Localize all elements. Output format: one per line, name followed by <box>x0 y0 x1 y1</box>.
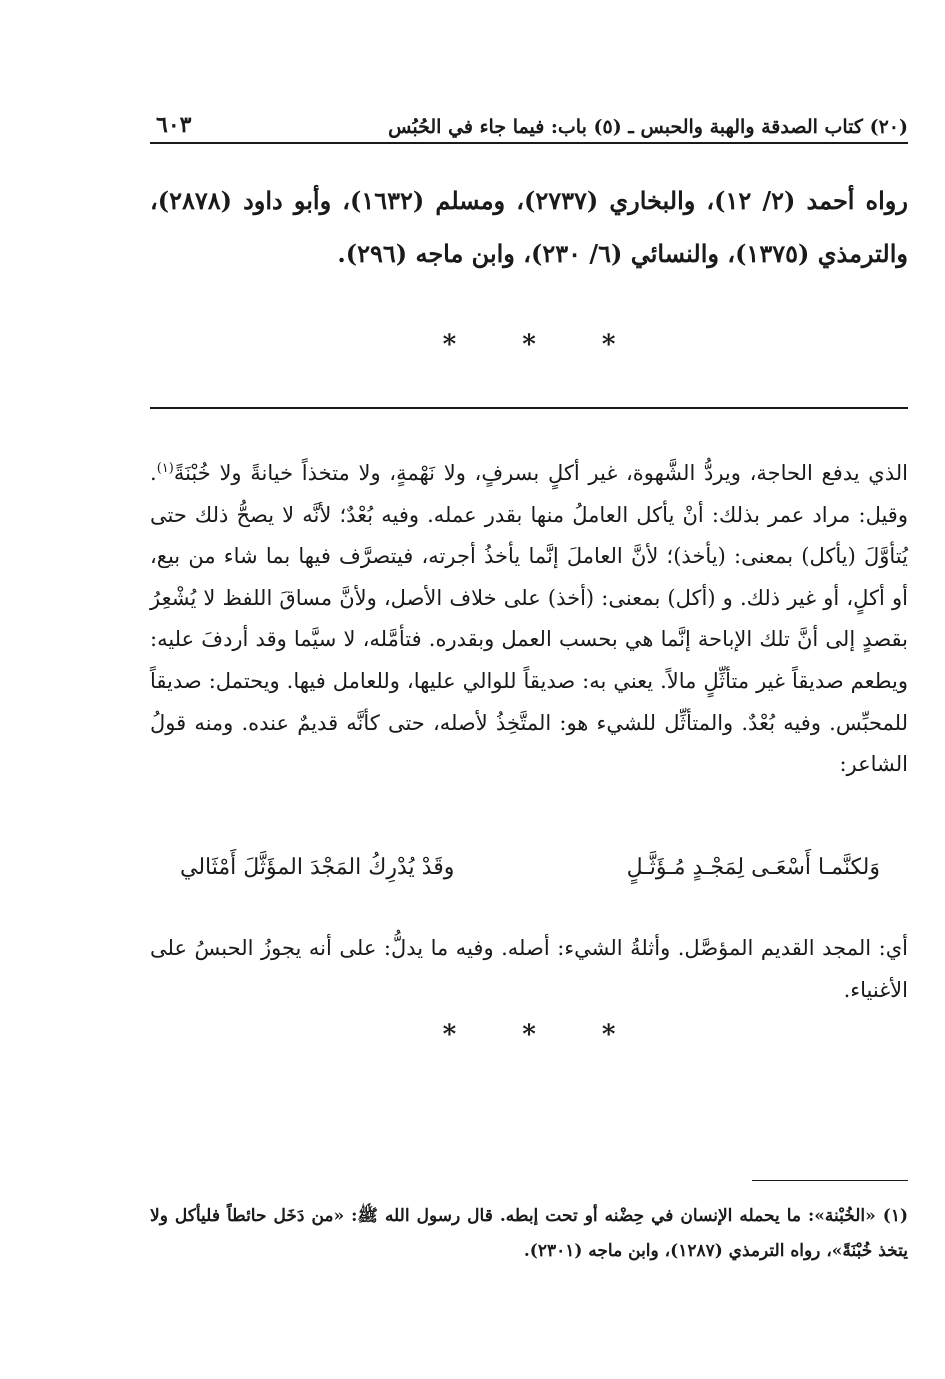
footnote-number: (١) <box>882 1206 909 1226</box>
poetry-verse <box>180 855 880 880</box>
footnote-text: «الخُبْنة»: ما يحمله الإنسان في حِضْنه أو تحت إبطه. قال رسول الله ﷺ: «من دَخَل حائطاً فليأكل ولا يتخذ خُبْنَةً»، رواه الترمذي (١٢٨٧)، وابن ماجه (٢٣٠١). <box>150 1206 908 1261</box>
commentary-paragraph <box>150 448 908 786</box>
running-title: (٢٠) كتاب الصدقة والهبة والحبس ـ (٥) باب: فيما جاء في الحُبُس <box>388 116 908 138</box>
star-ornament: * <box>522 330 536 360</box>
footnote <box>150 1199 908 1269</box>
footnote-reference[interactable]: (١) <box>156 461 174 476</box>
verse-first-hemistich: وَلكنَّمـا أَسْعَـى لِمَجْـدٍ مُـؤَثَّـلٍ <box>626 855 880 880</box>
commentary-text-rest: . وقيل: مراد عمر بذلك: أنْ يأكل العاملُ منها بقدر عمله. وفيه بُعْدٌ؛ لأنَّه لا يصحُّ ذلك حتى يُتأوَّلَ (يأكل) بمعنى: (يأخذ)؛ لأنَّ العاملَ إنَّما يأخذُ أجرته، فيتصرَّف فيها بما شاء من بيع، أو أكلٍ، أو غير ذلك. و (أكل) بمعنى: (أخذ) على خلاف الأصل، ولأنَّ مساقَ اللفظ لا يُشْعِرُ بقصدٍ إلى أنَّ تلك الإباحة إنَّما هي بحسب العمل وبقدره. فتأمَّله، لا سيَّما وقد أردفَ عليه: ويطعم صديقاً غير متأثِّلٍ مالاً. يعني به: صديقاً للوالي عليها، وللعامل فيها. ويحتمل: صديقاً للمحبِّس. وفيه بُعْدٌ. والمتأثِّل للشيء هو: المتَّخِذُ لأصله، حتى كأنَّه قديمٌ عنده. ومنه قولُ الشاعر: <box>150 461 908 777</box>
page-header <box>150 104 908 144</box>
hadith-references: رواه أحمد (٢/ ١٢)، والبخاري (٢٧٣٧)، ومسلم (١٦٣٢)، وأبو داود (٢٨٧٨)، والترمذي (١٣٧٥)، والنسائي (٦/ ٢٣٠)، وابن ماجه (٢٩٦). <box>150 186 908 268</box>
verse-second-hemistich: وقَدْ يُدْرِكُ المَجْدَ المؤَثَّلَ أَمْثَالي <box>180 855 455 880</box>
star-ornament: * <box>601 330 616 360</box>
commentary-text-start: الذي يدفع الحاجة، ويردُّ الشَّهوة، غير أكلٍ بسرفٍ، ولا نَهْمةٍ، ولا متخذاً خيانةً ولا خُبْنَةً <box>173 461 908 485</box>
section-divider-stars <box>150 330 908 360</box>
footnote-rule <box>752 1180 908 1181</box>
star-ornament: * <box>442 1020 457 1050</box>
page-number: ٦٠٣ <box>156 112 192 138</box>
verse-explanation: أي: المجد القديم المؤصَّل. وأثلةُ الشيء: أصله. وفيه ما يدلُّ: على أنه يجوزُ الحبسُ على الأغنياء. <box>150 936 908 1002</box>
star-ornament: * <box>442 330 457 360</box>
star-ornament: * <box>522 1020 536 1050</box>
commentary-separator-line <box>150 407 908 409</box>
star-ornament: * <box>601 1020 616 1050</box>
section-divider-stars-bottom <box>150 1020 908 1050</box>
